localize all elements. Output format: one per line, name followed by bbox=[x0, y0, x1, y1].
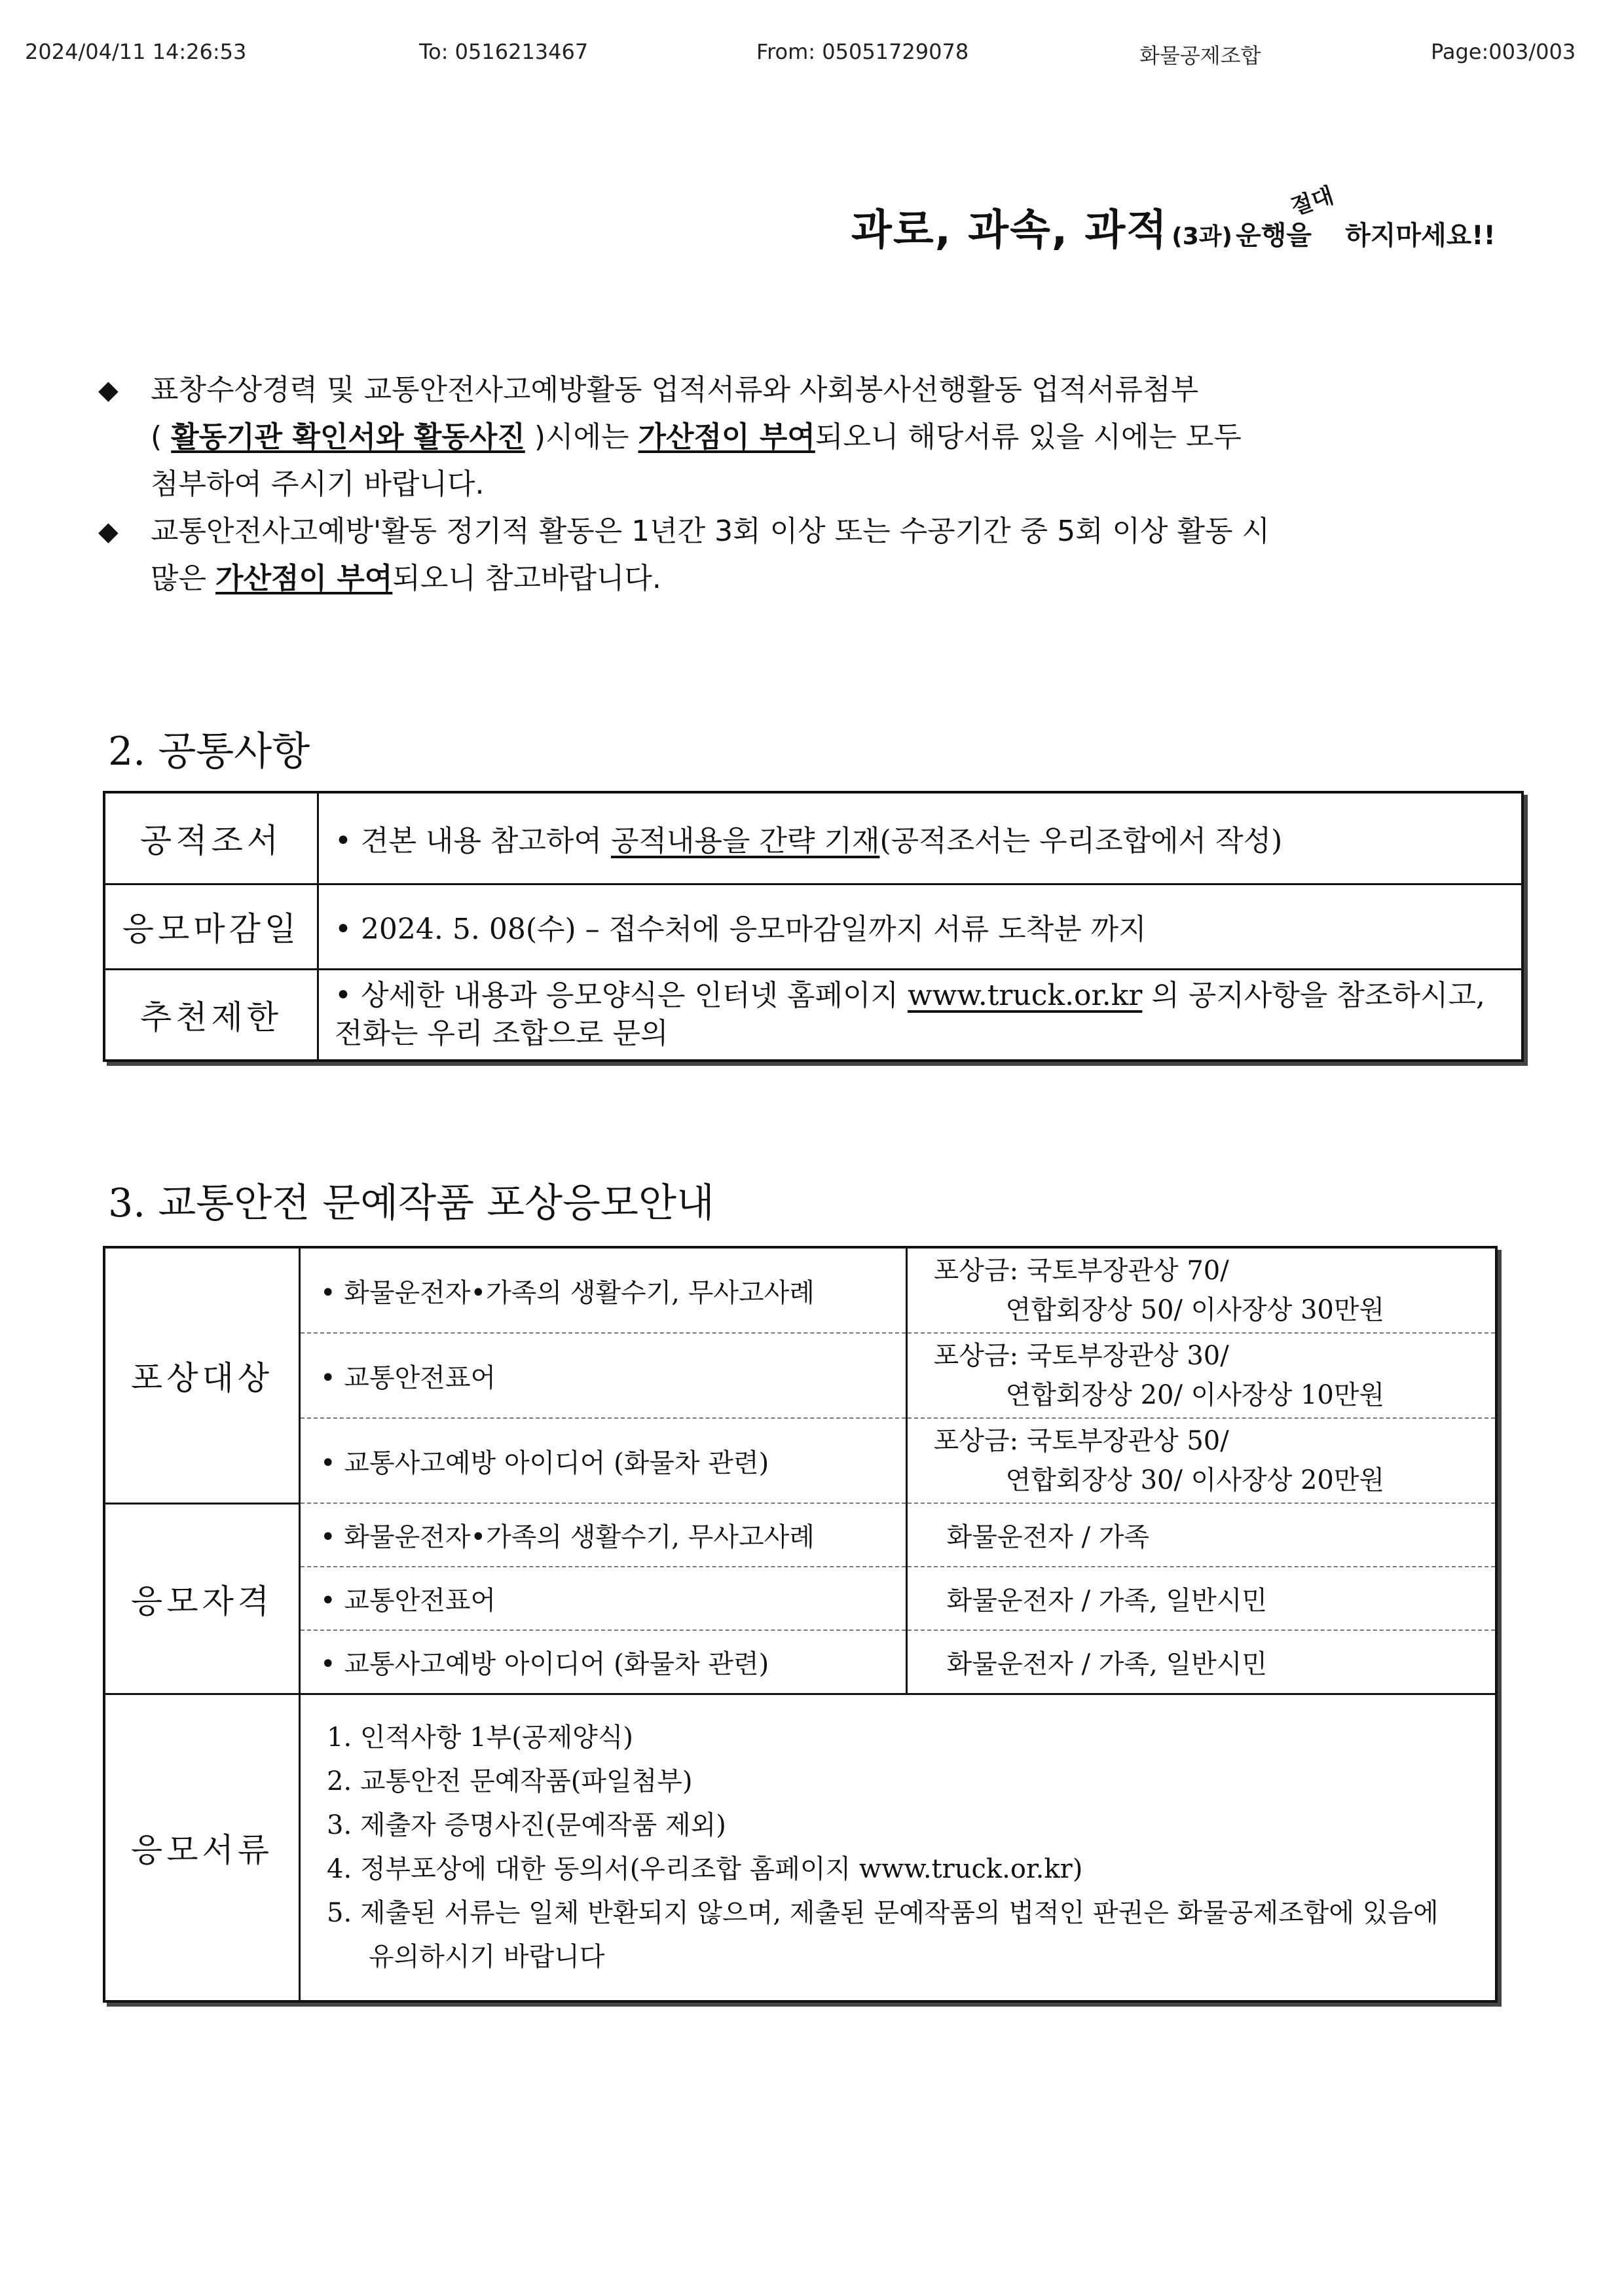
section3-title: 3. 교통안전 문예작품 포상응모안내 bbox=[108, 1180, 714, 1226]
row-key: 응모자격 bbox=[104, 1503, 300, 1694]
note-emphasis: 활동기관 확인서와 활동사진 bbox=[171, 420, 525, 454]
note-line: 교통안전사고예방'활동 정기적 활동은 1년간 3회 이상 또는 수공기간 중 5회 이상 활동 시 bbox=[151, 515, 1270, 548]
note-line: 표창수상경력 및 교통안전사고예방활동 업적서류와 사회봉사선행활동 업적서류첨부 bbox=[151, 373, 1199, 407]
note-item bbox=[98, 367, 1519, 508]
section2-title: 2. 공통사항 bbox=[108, 729, 310, 774]
fax-header bbox=[0, 39, 1624, 79]
table-row bbox=[104, 792, 1522, 884]
slogan-stamp: 절대 bbox=[1287, 182, 1337, 221]
note-emphasis: 가산점이 부여 bbox=[215, 562, 393, 595]
cell-text: • 상세한 내용과 응모양식은 인터넷 홈페이지 bbox=[335, 978, 908, 1012]
qual-who: 화물운전자 / 가족, 일반시민 bbox=[906, 1567, 1496, 1630]
docs-list bbox=[300, 1694, 1497, 2001]
table-row bbox=[104, 1694, 1496, 2001]
table-row bbox=[104, 969, 1522, 1061]
prize-line: 연합회장상 20/ 이사장상 10만원 bbox=[1005, 1380, 1385, 1410]
diamond-bullet-icon: ◆ bbox=[98, 517, 119, 547]
row-value bbox=[318, 969, 1523, 1061]
slogan-tag: (3과) bbox=[1172, 223, 1232, 250]
award-prize bbox=[906, 1247, 1496, 1333]
note-line: 첨부하여 주시기 바랍니다. bbox=[151, 467, 485, 501]
table-row bbox=[104, 1333, 1496, 1418]
fax-from: From: 05051729078 bbox=[756, 39, 969, 64]
row-key: 응모서류 bbox=[104, 1694, 300, 2001]
note-text: )시에는 bbox=[525, 420, 638, 454]
row-value bbox=[318, 792, 1523, 884]
note-text: 많은 bbox=[151, 562, 215, 595]
table-row bbox=[104, 1418, 1496, 1503]
table-row bbox=[104, 884, 1522, 969]
slogan-mid: 운행을 bbox=[1236, 221, 1312, 251]
note-emphasis: 가산점이 부여 bbox=[638, 420, 815, 454]
award-prize bbox=[906, 1418, 1496, 1503]
row-key: 응모마감일 bbox=[104, 884, 318, 969]
list-item: 1. 인적사항 1부(공제양식) bbox=[327, 1722, 634, 1753]
award-item: • 교통사고예방 아이디어 (화물차 관련) bbox=[300, 1418, 907, 1503]
qual-item: • 교통사고예방 아이디어 (화물차 관련) bbox=[300, 1630, 907, 1694]
prize-line: 포상금: 국토부장관상 70/ bbox=[933, 1256, 1229, 1286]
slogan-end: 하지마세요!! bbox=[1345, 221, 1496, 251]
qual-who: 화물운전자 / 가족, 일반시민 bbox=[906, 1630, 1496, 1694]
row-key: 공적조서 bbox=[104, 792, 318, 884]
note-line bbox=[151, 555, 1519, 602]
prize-line: 포상금: 국토부장관상 50/ bbox=[933, 1426, 1229, 1456]
fax-sender: 화물공제조합 bbox=[1139, 43, 1261, 68]
row-value bbox=[318, 884, 1523, 969]
table-row bbox=[104, 1503, 1496, 1567]
list-item: 4. 정부포상에 대한 동의서(우리조합 홈페이지 www.truck.or.kr) bbox=[327, 1853, 1083, 1884]
prize-line: 연합회장상 30/ 이사장상 20만원 bbox=[1005, 1465, 1385, 1495]
slogan-main: 과로, 과속, 과적 bbox=[851, 206, 1169, 255]
website-link[interactable]: www.truck.or.kr bbox=[907, 978, 1143, 1012]
award-prize bbox=[906, 1333, 1496, 1418]
table-row bbox=[104, 1247, 1496, 1333]
award-info-table bbox=[103, 1246, 1498, 2003]
row-key: 추천제한 bbox=[104, 969, 318, 1061]
cell-text: • 견본 내용 참고하여 bbox=[335, 824, 611, 858]
fax-to: To: 0516213467 bbox=[419, 39, 589, 64]
list-item: 5. 제출된 서류는 일체 반환되지 않으며, 제출된 문예작품의 법적인 판권은 화물공제조합에 있음에 유의하시기 바랍니다 bbox=[327, 1897, 1439, 1972]
cell-emphasis: 공적내용을 간략 기재 bbox=[610, 824, 880, 858]
note-text: 되오니 해당서류 있을 시에는 모두 bbox=[815, 420, 1242, 454]
common-info-table bbox=[103, 791, 1524, 1062]
award-item: • 화물운전자•가족의 생활수기, 무사고사례 bbox=[300, 1247, 907, 1333]
note-line bbox=[151, 414, 1519, 461]
table-row bbox=[104, 1567, 1496, 1630]
qual-who: 화물운전자 / 가족 bbox=[906, 1503, 1496, 1567]
fax-page: Page:003/003 bbox=[1431, 39, 1576, 64]
row-key: 포상대상 bbox=[104, 1247, 300, 1503]
note-item bbox=[98, 508, 1519, 602]
cell-text: (공적조서는 우리조합에서 작성) bbox=[879, 824, 1283, 858]
note-text: 되오니 참고바랍니다. bbox=[392, 562, 661, 595]
list-item: 2. 교통안전 문예작품(파일첨부) bbox=[327, 1766, 693, 1796]
award-item: • 교통안전표어 bbox=[300, 1333, 907, 1418]
qual-item: • 화물운전자•가족의 생활수기, 무사고사례 bbox=[300, 1503, 907, 1567]
diamond-bullet-icon: ◆ bbox=[98, 375, 119, 405]
prize-line: 포상금: 국토부장관상 30/ bbox=[933, 1341, 1229, 1371]
cell-text: • 2024. 5. 08(수) – 접수처에 응모마감일까지 서류 도착분 까지 bbox=[335, 913, 1147, 946]
list-item: 3. 제출자 증명사진(문예작품 제외) bbox=[327, 1810, 726, 1840]
notes-block bbox=[98, 367, 1519, 602]
qual-item: • 교통안전표어 bbox=[300, 1567, 907, 1630]
prize-line: 연합회장상 50/ 이사장상 30만원 bbox=[1005, 1295, 1385, 1325]
table-row bbox=[104, 1630, 1496, 1694]
note-text: ( bbox=[151, 420, 172, 454]
safety-slogan bbox=[851, 182, 1539, 268]
cell-text: 의 공지사항을 참조하시고, 전화는 우리 조합으로 문의 bbox=[335, 978, 1485, 1050]
fax-datetime: 2024/04/11 14:26:53 bbox=[25, 39, 247, 64]
